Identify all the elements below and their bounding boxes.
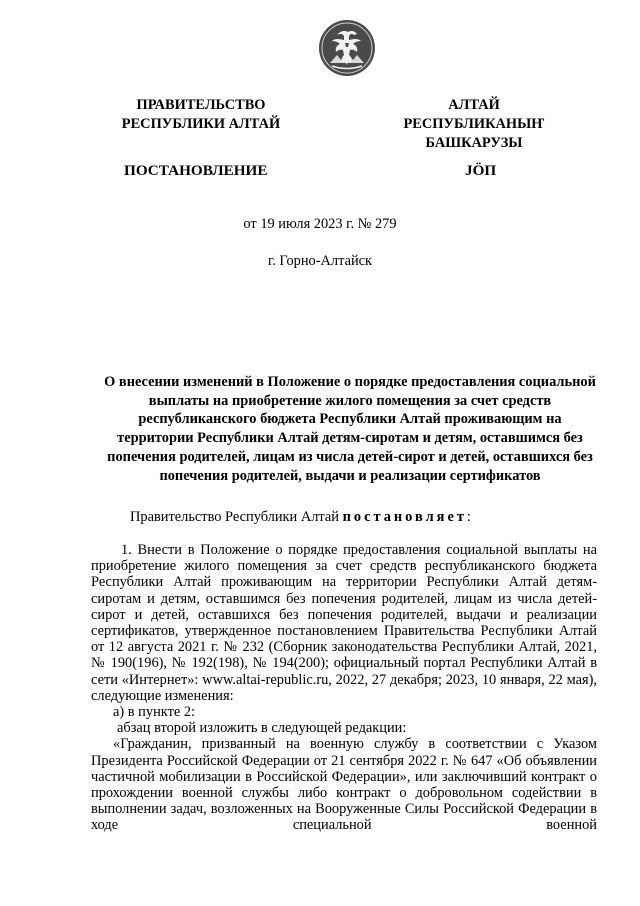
header-left-line1: ПРАВИТЕЛЬСТВО (136, 97, 266, 113)
preamble-subject: Правительство Республики Алтай (130, 509, 343, 525)
paragraph-subitem-a: а) в пункте 2: (113, 704, 196, 721)
preamble-colon: : (466, 509, 471, 525)
document-body (91, 542, 597, 834)
header-right-line1: АЛТАЙ РЕСПУБЛИКАНЫҤ (403, 97, 545, 132)
header-left-line2: РЕСПУБЛИКИ АЛТАЙ (121, 116, 281, 132)
coat-of-arms-emblem (318, 19, 376, 77)
document-type-russian: ПОСТАНОВЛЕНИЕ (124, 162, 268, 179)
government-name-altai (376, 96, 572, 153)
paragraph-instruction: абзац второй изложить в следующей редакции: (117, 720, 407, 737)
document-title: О внесении изменений в Положение о порядке предоставления социальной выплаты на приобретение жилого помещения за счет средств республиканского бюджета Республики Алтай проживающим на территории Республики Алтай детям-сиротам и детям, оставшимся без попечения родителей, лицам из числа детей-сирот и детей, оставшихся без попечения родителей, выдачи и реализации сертификатов (104, 374, 596, 484)
preamble-verb: постановляет (342, 509, 467, 525)
document-type-altai: JÖП (465, 162, 497, 179)
document-city: г. Горно-Алтайск (267, 253, 373, 269)
preamble (130, 509, 471, 526)
paragraph-quoted-text: «Гражданин, призванный на военную службу в соответствии с Указом Президента Российской Федерации от 21 сентября 2022 г. № 647 «Об объявлении частичной мобилизации в Российской Федерации», или заключивший контракт о прохождении военной службы либо контракт о добровольном содействии в выполнении задач, возложенных на Вооруженные Силы Российской Федерации в ходе специальной военной (91, 736, 597, 834)
header-right-line2: БАШКАРУЗЫ (425, 135, 523, 151)
government-name-russian (108, 96, 294, 134)
document-date-number: от 19 июля 2023 г. № 279 (243, 216, 397, 232)
paragraph-1: 1. Внести в Положение о порядке предоставления социальной выплаты на приобретение жилого помещения за счет средств республиканского бюджета Республики Алтай проживающим на территории Республики Алтай детям-сиротам и детям, оставшимся без попечения родителей, лицам из числа детей-сирот и детей, оставшихся без попечения родителей, выдачи и реализации сертификатов, утвержденное постановлением Правительства Республики Алтай от 12 августа 2021 г. № 232 (Сборник законодательства Республики Алтай, 2021, № 190(196), № 192(198), № 194(200); официальный портал Республики Алтай в сети «Интернет»: www.altai-republic.ru, 2022, 27 декабря; 2023, 10 января, 22 мая), следующие изменения: (91, 542, 597, 704)
